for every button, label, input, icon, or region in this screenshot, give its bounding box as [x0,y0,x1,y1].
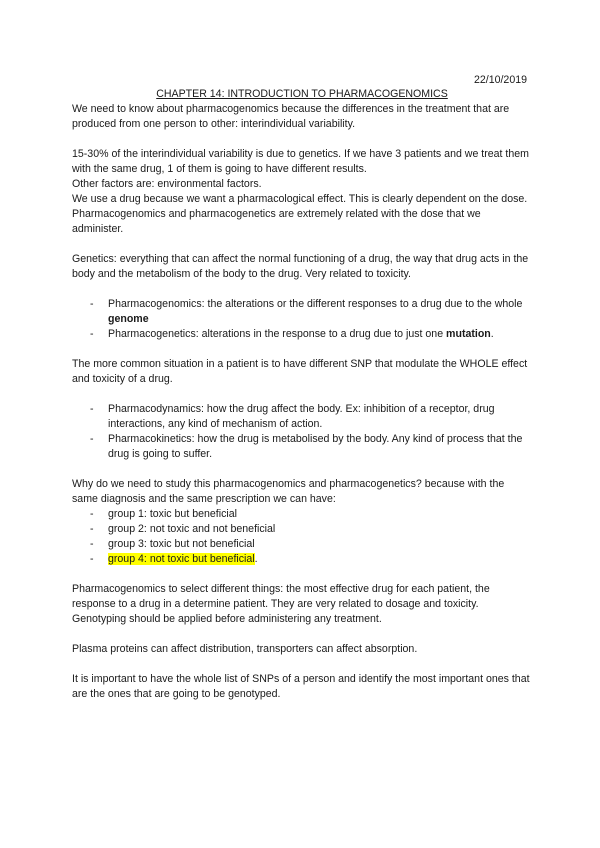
document-date: 22/10/2019 [473,74,527,86]
spacer [72,387,532,402]
list-item-text: Pharmacogenomics: the alterations or the different responses to a drug due to the whole [108,298,523,310]
list-item-end: . [490,328,494,340]
spacer [72,627,532,642]
spacer [72,462,532,477]
spacer [72,132,532,147]
spacer [72,567,532,582]
list-item: - group 3: toxic but not beneficial [72,537,532,552]
list-item: - Pharmacokinetics: how the drug is metabolised by the body. Any kind of process that the drug is going to suffer. [72,432,532,462]
list-item: - Pharmacodynamics: how the drug affect the body. Ex: inhibition of a receptor, drug interactions, any kind of mechanism of action. [72,402,532,432]
paragraph-variability: 15-30% of the interindividual variability is due to genetics. If we have 3 patients and we treat them with the same drug, 1 of them is going to have different results. [72,148,529,175]
bold-term-genome: genome [108,313,149,325]
paragraph-intro: We need to know about pharmacogenomics because the differences in the treatment that are produced from one person to other: interindividual variability. [72,103,510,130]
document-body [72,87,532,702]
paragraph-snp-list: It is important to have the whole list of SNPs of a person and identify the most important ones that are the ones that are going to be genotyped. [72,673,530,700]
spacer [72,657,532,672]
bold-term-mutation: mutation [446,328,491,340]
list-item [72,327,532,342]
highlighted-text: group 4: not toxic but beneficial [108,553,255,565]
definitions-list [72,297,532,342]
chapter-title: CHAPTER 14: INTRODUCTION TO PHARMACOGENOMICS [156,88,448,100]
paragraph-plasma: Plasma proteins can affect distribution, transporters can affect absorption. [72,643,418,655]
list-item: - group 2: not toxic and not beneficial [72,522,532,537]
paragraph-snp: The more common situation in a patient is to have different SNP that modulate the WHOLE effect and toxicity of a drug. [72,358,528,385]
paragraph-why: Why do we need to study this pharmacogenomics and pharmacogenetics? because with the same diagnosis and the same prescription we can have: [72,478,505,505]
paragraph-other-factors: Other factors are: environmental factors. [72,178,262,190]
list-item [72,297,532,327]
paragraph-drug-effect: We use a drug because we want a pharmacological effect. This is clearly dependent on the dose. [72,193,528,205]
list-item-text: Pharmacogenetics: alterations in the response to a drug due to just one [108,328,447,340]
spacer [72,237,532,252]
list-item [72,552,532,567]
paragraph-select: Pharmacogenomics to select different things: the most effective drug for each patient, the response to a drug in a determine patient. They are very related to dosage and toxicity. Genotyping should be applied before administering any treatment. [72,583,490,625]
list-item: - group 1: toxic but beneficial [72,507,532,522]
pharmaco-list [72,402,532,462]
spacer [72,342,532,357]
groups-list [72,507,532,567]
paragraph-dose-relation: Pharmacogenomics and pharmacogenetics are extremely related with the dose that we administer. [72,208,481,235]
list-item-end: . [254,553,258,565]
paragraph-genetics: Genetics: everything that can affect the normal functioning of a drug, the way that drug acts in the body and the metabolism of the body to the drug. Very related to toxicity. [72,253,529,280]
spacer [72,282,532,297]
